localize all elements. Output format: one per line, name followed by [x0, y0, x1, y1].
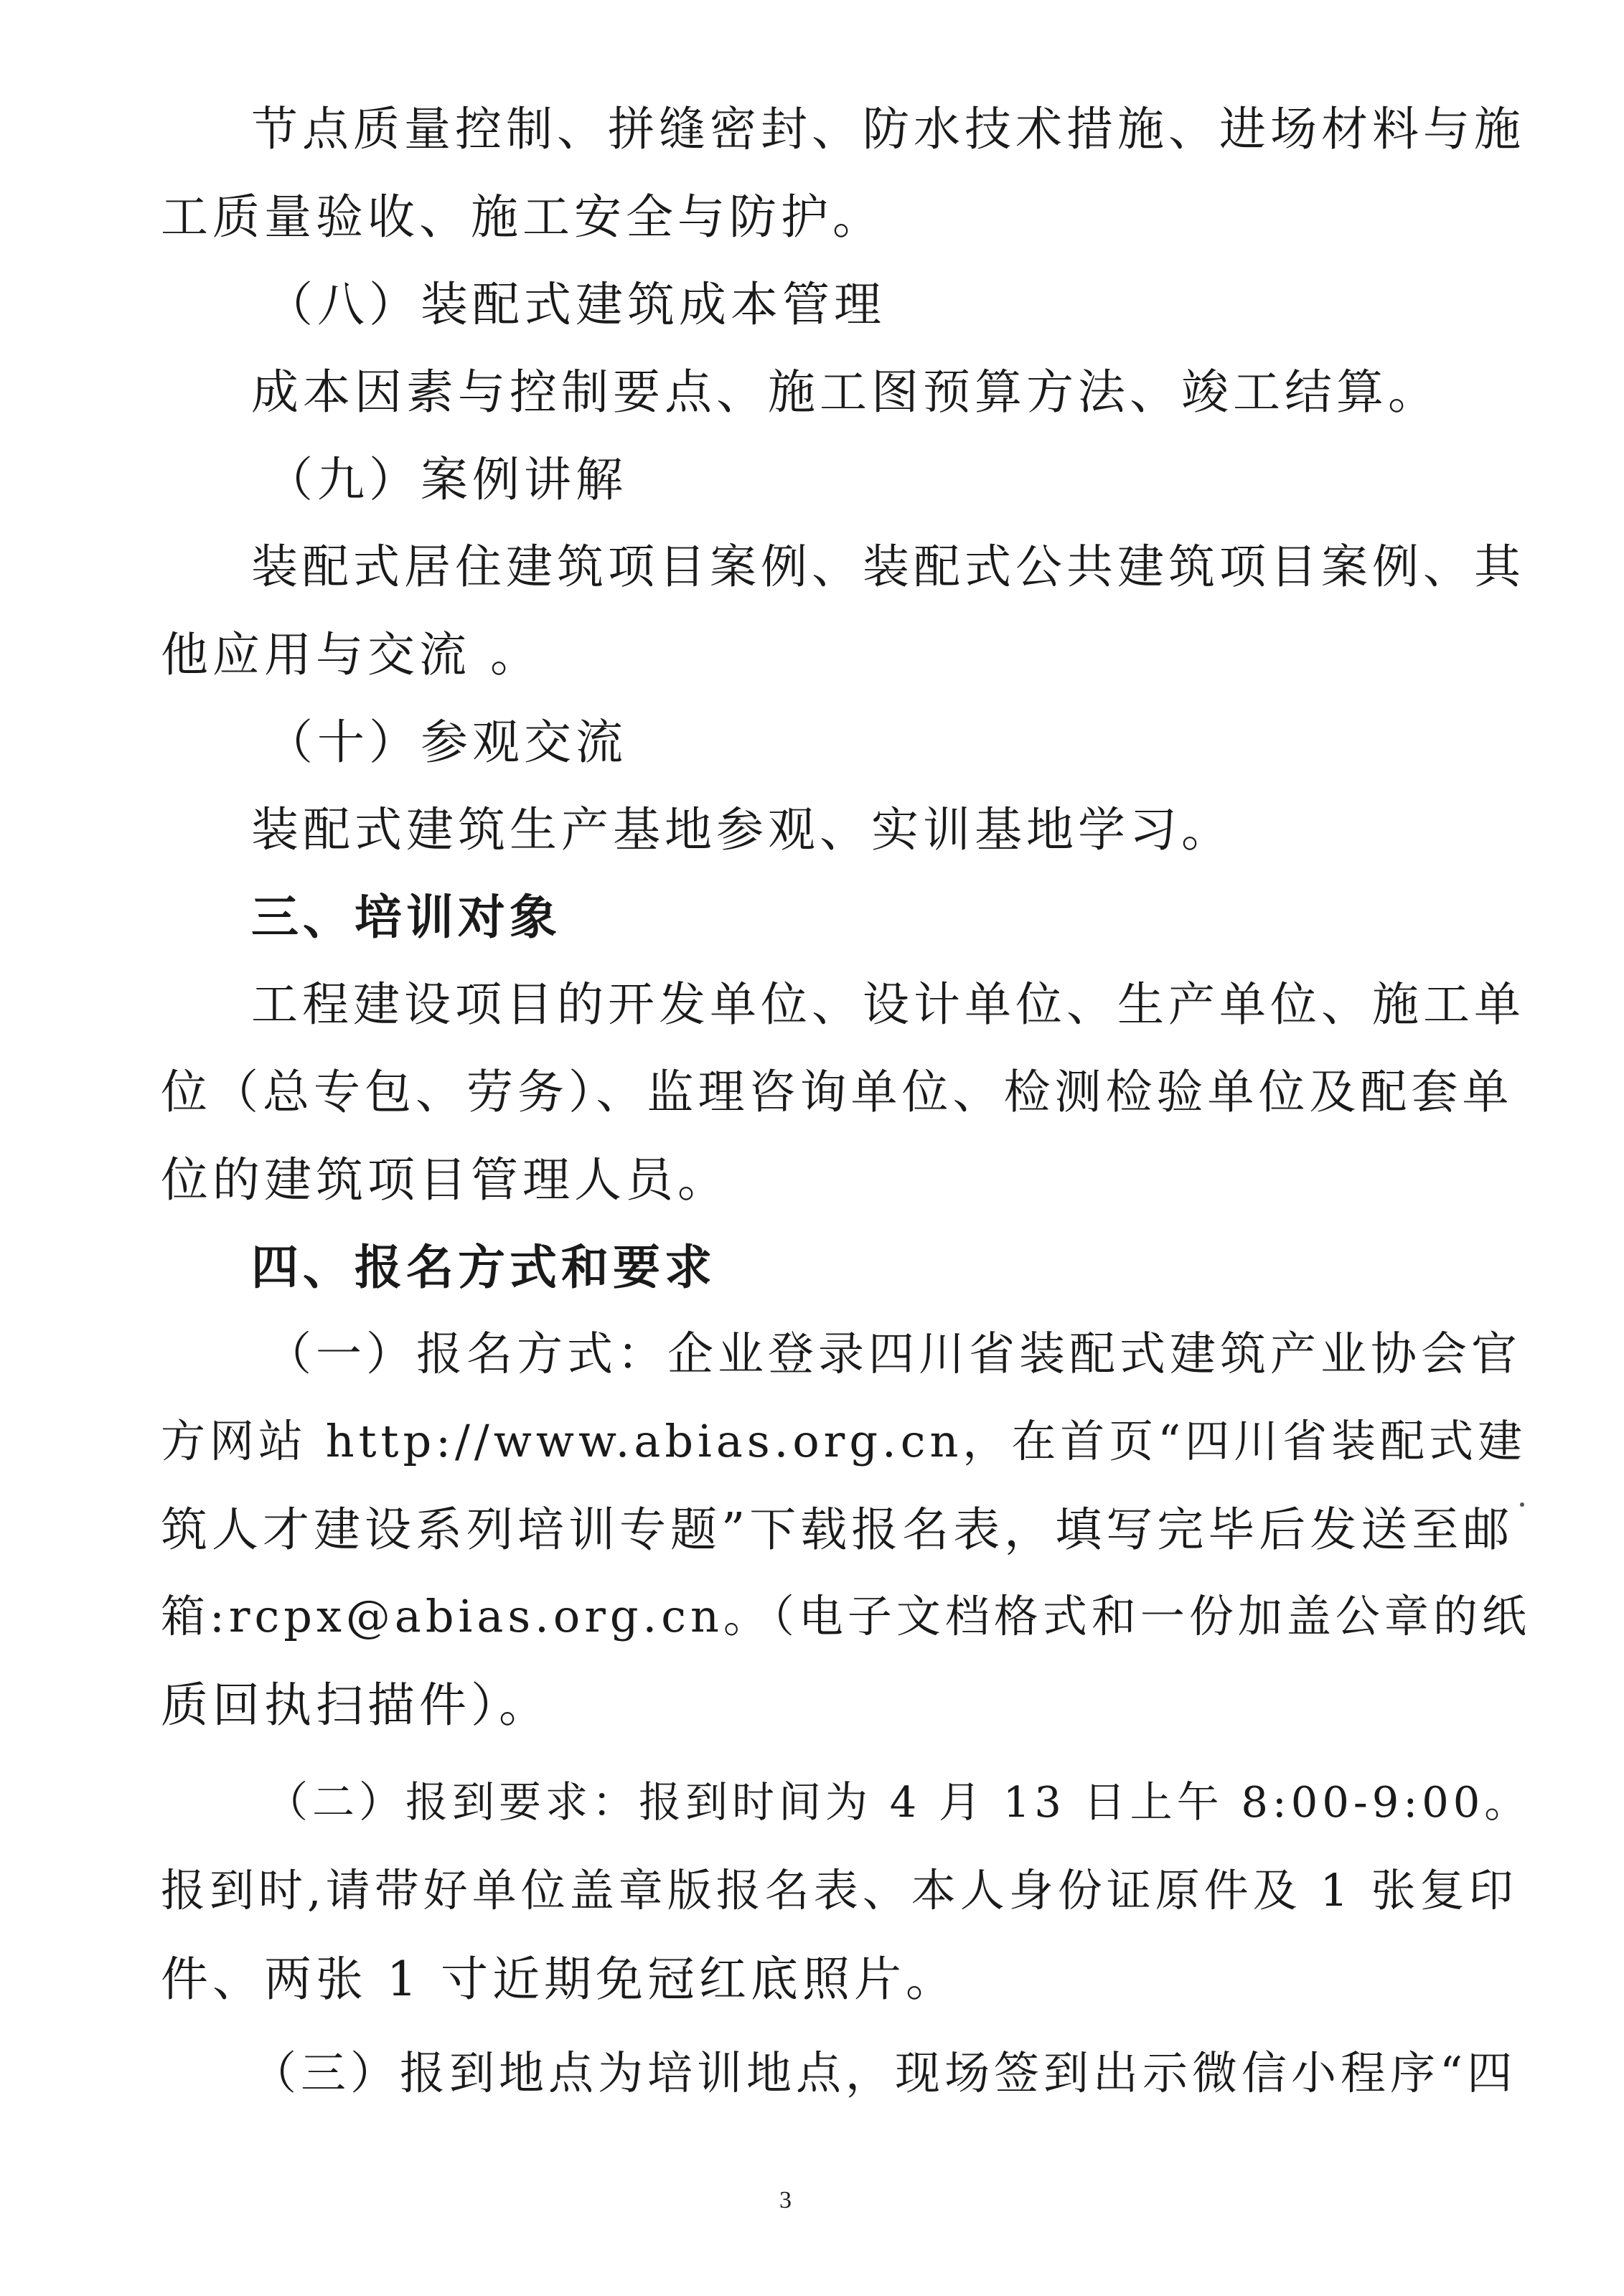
text-line: 位（总专包、劳务）、监理咨询单位、检测检验单位及配套单 [161, 1065, 1513, 1119]
text-line: （二）报到要求：报到时间为 4 月 13 日上午 8:00-9:00。 [266, 1777, 1531, 1827]
text-line: 位的建筑项目管理人员。 [161, 1152, 729, 1208]
text-line: 他应用与交流 。 [161, 627, 542, 682]
text-line: 质回执扫描件）。 [161, 1678, 550, 1733]
scan-speck [1520, 1502, 1524, 1507]
text-line: 成本因素与控制要点、施工图预算方法、竣工结算。 [251, 364, 1440, 420]
text-line: 节点质量控制、拼缝密封、防水技术措施、进场材料与施 [251, 103, 1526, 156]
text-line: 筑人才建设系列培训专题”下载报名表，填写完毕后发送至邮 [161, 1503, 1514, 1557]
section-subheading: （八）装配式建筑成本管理 [266, 277, 886, 332]
text-line: （三）报到地点为培训地点，现场签到出示微信小程序“四 [251, 2047, 1517, 2099]
text-line: 箱:rcpx@abias.org.cn。（电子文档格式和一份加盖公章的纸 [161, 1590, 1531, 1642]
section-subheading: （九）案例讲解 [266, 452, 627, 507]
section-subheading: （十）参观交流 [266, 715, 627, 770]
text-line: 报到时,请带好单位盖章版报名表、本人身份证原件及 1 张复印 [161, 1864, 1518, 1916]
text-line: 工程建设项目的开发单位、设计单位、生产单位、施工单 [251, 978, 1526, 1032]
text-line: 装配式居住建筑项目案例、装配式公共建筑项目案例、其 [251, 540, 1526, 594]
section-heading: 三、培训对象 [251, 890, 561, 945]
section-heading: 四、报名方式和要求 [251, 1240, 716, 1295]
text-line: 件、两张 1 寸近期免冠红底照片。 [161, 1952, 957, 2007]
text-line: 工质量验收、施工安全与防护。 [161, 189, 884, 245]
text-line: 装配式建筑生产基地参观、实训基地学习。 [251, 802, 1233, 857]
page-number: 3 [779, 2187, 792, 2213]
text-line: （一）报名方式：企业登录四川省装配式建筑产业协会官 [266, 1328, 1521, 1381]
text-line: 方网站 http://www.abias.org.cn，在首页“四川省装配式建 [161, 1415, 1527, 1467]
